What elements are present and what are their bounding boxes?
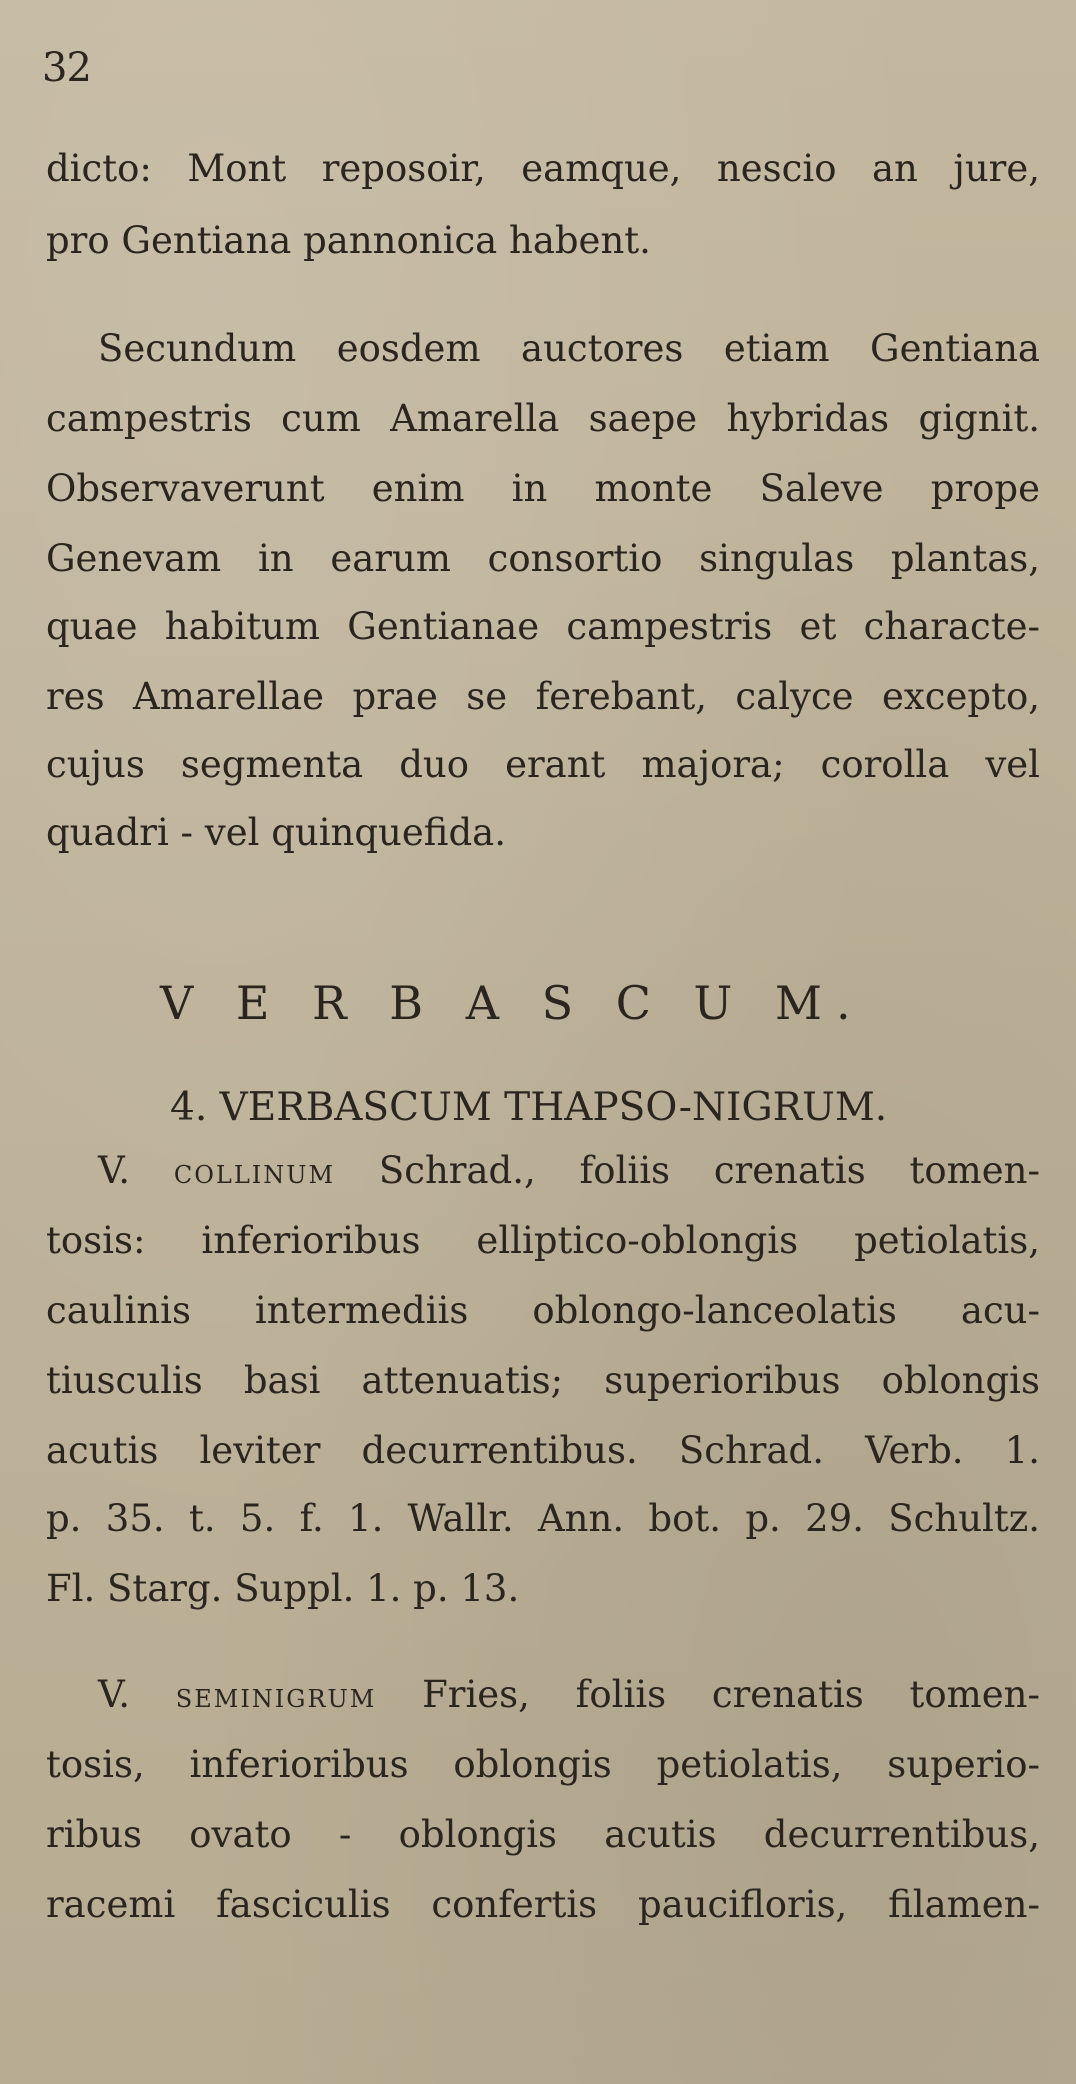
- text-line: tosis: inferioribus elliptico-oblongis petiolatis,: [46, 1219, 1040, 1262]
- species-abbrev: V.: [98, 1673, 131, 1716]
- text-line: tiusculis basi attenuatis; superioribus oblongis: [46, 1359, 1040, 1402]
- text-line: res Amarellae prae se ferebant, calyce excepto,: [46, 675, 1040, 718]
- text-line: Fl. Starg. Suppl. 1. p. 13.: [46, 1567, 520, 1610]
- text-line: dicto: Mont reposoir, eamque, nescio an jure,: [46, 147, 1040, 190]
- text-line: [98, 1673, 1040, 1716]
- species-heading: 4. VERBASCUM THAPSO-NIGRUM.: [170, 1085, 888, 1130]
- text-line: quadri - vel quinquefida.: [46, 811, 506, 854]
- text-line: quae habitum Gentianae campestris et characte-: [46, 605, 1040, 648]
- text-line: Observaverunt enim in monte Saleve prope: [46, 467, 1040, 510]
- text-line: acutis leviter decurrentibus. Schrad. Verb. 1.: [46, 1429, 1040, 1472]
- text-line: pro Gentiana pannonica habent.: [46, 219, 651, 262]
- text-line: Secundum eosdem auctores etiam Gentiana: [98, 327, 1040, 370]
- text-line: racemi fasciculis confertis paucifloris, filamen-: [46, 1883, 1040, 1926]
- text-line: campestris cum Amarella saepe hybridas gignit.: [46, 397, 1040, 440]
- text-line: ribus ovato - oblongis acutis decurrentibus,: [46, 1813, 1040, 1856]
- genus-heading: V E R B A S C U M.: [160, 976, 865, 1030]
- text-line: cujus segmenta duo erant majora; corolla vel: [46, 743, 1040, 786]
- text-line: p. 35. t. 5. f. 1. Wallr. Ann. bot. p. 29. Schultz.: [46, 1497, 1040, 1540]
- text-line: [98, 1149, 1040, 1192]
- text-line: caulinis intermediis oblongo-lanceolatis acu-: [46, 1289, 1040, 1332]
- text-line: tosis, inferioribus oblongis petiolatis, superio-: [46, 1743, 1040, 1786]
- species-epithet: collinum: [173, 1152, 336, 1192]
- text-fragment: Schrad., foliis crenatis tomen-: [378, 1149, 1040, 1192]
- text-fragment: Fries, foliis crenatis tomen-: [422, 1673, 1040, 1716]
- species-epithet: seminigrum: [175, 1676, 377, 1716]
- page-number: 32: [42, 45, 91, 91]
- text-line: Genevam in earum consortio singulas plantas,: [46, 537, 1040, 580]
- species-abbrev: V.: [98, 1149, 131, 1192]
